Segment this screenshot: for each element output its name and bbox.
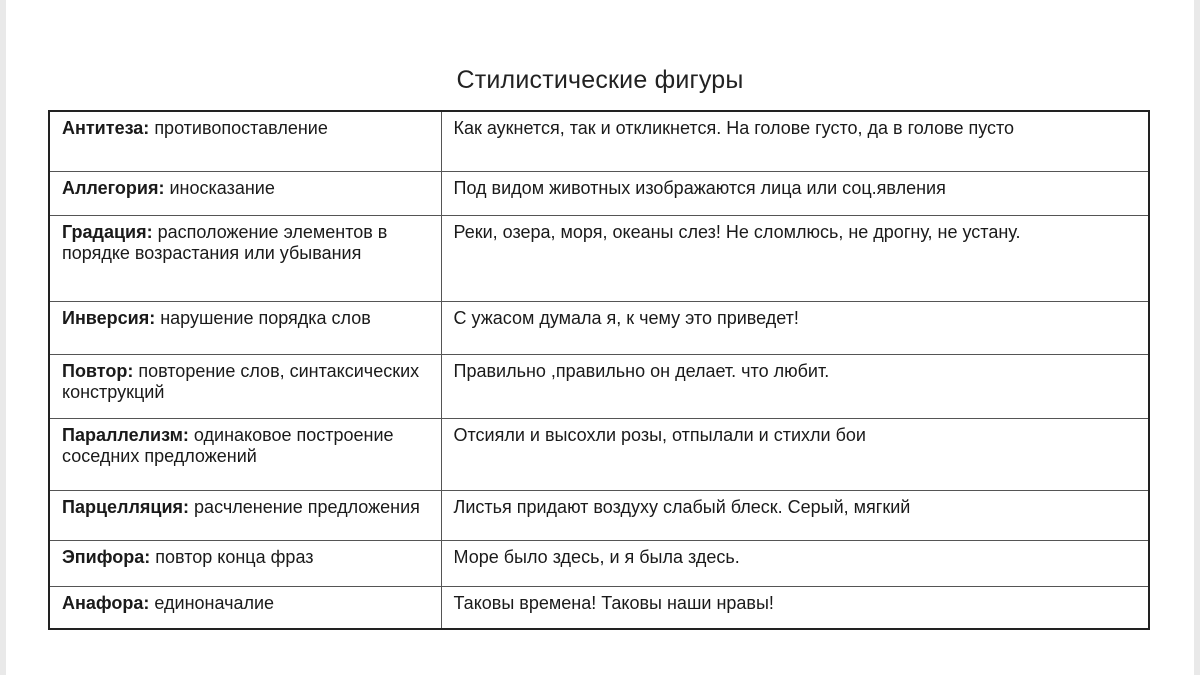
- term-definition: расчленение предложения: [194, 496, 420, 517]
- term-definition: единоначалие: [154, 592, 275, 613]
- table-row: [49, 540, 1149, 586]
- term-cell: [49, 354, 441, 418]
- table-row: [49, 586, 1149, 629]
- term-cell: [49, 418, 441, 490]
- table-row: [49, 215, 1149, 301]
- slide-title: Стилистические фигуры: [456, 66, 744, 94]
- term-definition: расположение элементов в порядке возрастания или убывания: [62, 221, 388, 263]
- example-cell: Реки, озера, моря, океаны слез! Не сломлюсь, не дрогну, не устану.: [441, 215, 1149, 301]
- term-name: Эпифора:: [62, 546, 151, 567]
- example-cell: Под видом животных изображаются лица или соц.явления: [441, 171, 1149, 215]
- example-cell: Таковы времена! Таковы наши нравы!: [441, 586, 1149, 629]
- term-definition: иносказание: [169, 177, 275, 198]
- example-cell: Как аукнется, так и откликнется. На голове густо, да в голове пусто: [441, 111, 1149, 171]
- example-cell: Правильно ,правильно он делает. что любит.: [441, 354, 1149, 418]
- example-cell: Отсияли и высохли розы, отпылали и стихли бои: [441, 418, 1149, 490]
- table-row: [49, 354, 1149, 418]
- table-row: [49, 418, 1149, 490]
- example-cell: Море было здесь, и я была здесь.: [441, 540, 1149, 586]
- term-cell: [49, 171, 441, 215]
- term-name: Парцелляция:: [62, 496, 190, 517]
- term-name: Антитеза:: [62, 118, 150, 138]
- slide: [6, 0, 1194, 675]
- term-name: Анафора:: [62, 592, 150, 613]
- term-cell: [49, 540, 441, 586]
- term-name: Параллелизм:: [62, 424, 189, 445]
- term-name: Инверсия:: [62, 307, 156, 328]
- term-definition: нарушение порядка слов: [160, 307, 371, 328]
- term-definition: повторение слов, синтаксических конструкций: [62, 360, 420, 402]
- term-cell: [49, 490, 441, 540]
- example-cell: С ужасом думала я, к чему это приведет!: [441, 301, 1149, 354]
- table-row: [49, 111, 1149, 171]
- term-definition: одинаковое построение соседних предложений: [62, 424, 394, 466]
- example-cell: Листья придают воздуху слабый блеск. Серый, мягкий: [441, 490, 1149, 540]
- table-row: [49, 490, 1149, 540]
- table-row: [49, 171, 1149, 215]
- term-cell: [49, 301, 441, 354]
- term-definition: противопоставление: [154, 118, 328, 138]
- term-cell: [49, 586, 441, 629]
- term-cell: [49, 215, 441, 301]
- stylistic-figures-table: [48, 110, 1150, 630]
- term-name: Повтор:: [62, 360, 134, 381]
- term-cell: [49, 111, 441, 171]
- term-definition: повтор конца фраз: [155, 546, 314, 567]
- term-name: Градация:: [62, 221, 153, 242]
- table-row: [49, 301, 1149, 354]
- term-name: Аллегория:: [62, 177, 165, 198]
